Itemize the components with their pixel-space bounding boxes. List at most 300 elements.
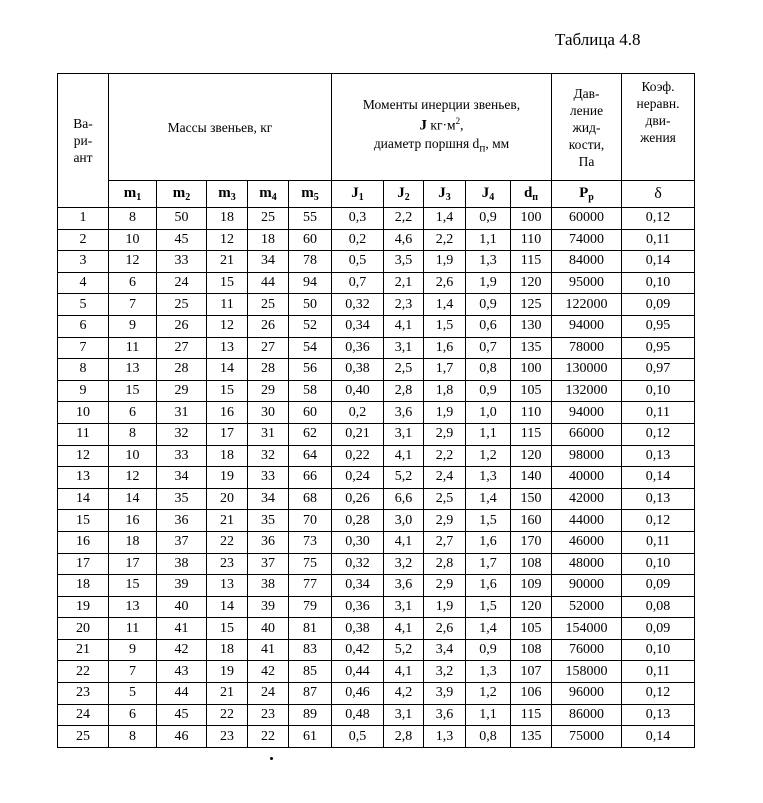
table-cell: 0,10 — [622, 553, 695, 575]
table-cell: 15 — [207, 272, 248, 294]
table-cell: 78 — [289, 251, 332, 273]
table-cell: 4,1 — [384, 531, 424, 553]
table-cell: 3,6 — [424, 704, 466, 726]
table-cell: 18 — [109, 531, 157, 553]
table-cell: 73 — [289, 531, 332, 553]
table-cell: 3,5 — [384, 251, 424, 273]
table-row — [58, 553, 695, 575]
table-cell: 0,12 — [622, 423, 695, 445]
table-cell: 70 — [289, 510, 332, 532]
table-cell: 10 — [58, 402, 109, 424]
table-cell: 0,38 — [332, 359, 384, 381]
table-cell: 8 — [58, 359, 109, 381]
table-cell: 23 — [207, 726, 248, 748]
table-cell: 60000 — [552, 208, 622, 230]
table-cell: 37 — [248, 553, 289, 575]
table-cell: 0,13 — [622, 488, 695, 510]
table-cell: 170 — [511, 531, 552, 553]
table-cell: 16 — [58, 531, 109, 553]
table-cell: 0,34 — [332, 315, 384, 337]
table-cell: 3,0 — [384, 510, 424, 532]
table-cell: 21 — [207, 683, 248, 705]
table-cell: 66000 — [552, 423, 622, 445]
table-cell: 2,9 — [424, 423, 466, 445]
table-cell: 6 — [58, 315, 109, 337]
table-cell: 5 — [58, 294, 109, 316]
table-cell: 0,28 — [332, 510, 384, 532]
table-cell: 0,09 — [622, 294, 695, 316]
table-cell: 0,24 — [332, 467, 384, 489]
table-cell: 1,9 — [466, 272, 511, 294]
table-cell: 39 — [248, 596, 289, 618]
table-cell: 41 — [248, 639, 289, 661]
table-cell: 25 — [248, 208, 289, 230]
table-cell: 154000 — [552, 618, 622, 640]
table-cell: 61 — [289, 726, 332, 748]
table-cell: 3,1 — [384, 704, 424, 726]
table-row — [58, 208, 695, 230]
table-cell: 7 — [109, 294, 157, 316]
table-cell: 2,7 — [424, 531, 466, 553]
table-cell: 19 — [58, 596, 109, 618]
table-cell: 3,1 — [384, 596, 424, 618]
table-cell: 110 — [511, 402, 552, 424]
table-cell: 42000 — [552, 488, 622, 510]
table-cell: 90000 — [552, 575, 622, 597]
table-cell: 1,0 — [466, 402, 511, 424]
table-cell: 158000 — [552, 661, 622, 683]
table-cell: 0,36 — [332, 596, 384, 618]
table-cell: 15 — [58, 510, 109, 532]
table-row — [58, 445, 695, 467]
table-cell: 132000 — [552, 380, 622, 402]
subheader-cell: $m_3$ — [207, 181, 248, 208]
table-cell: 1,4 — [424, 294, 466, 316]
table-cell: 22 — [248, 726, 289, 748]
table-cell: 2,8 — [384, 726, 424, 748]
table-cell: 81 — [289, 618, 332, 640]
table-cell: 3,6 — [384, 575, 424, 597]
table-cell: 6 — [109, 272, 157, 294]
table-cell: 26 — [157, 315, 207, 337]
table-cell: 46000 — [552, 531, 622, 553]
table-cell: 140 — [511, 467, 552, 489]
table-cell: 1,3 — [466, 251, 511, 273]
table-row — [58, 618, 695, 640]
table-cell: 0,7 — [332, 272, 384, 294]
table-cell: 15 — [109, 575, 157, 597]
table-cell: 37 — [157, 531, 207, 553]
table-cell: 0,8 — [466, 726, 511, 748]
table-cell: 1,9 — [424, 251, 466, 273]
table-cell: 0,9 — [466, 639, 511, 661]
table-cell: 122000 — [552, 294, 622, 316]
table-cell: 1,9 — [424, 596, 466, 618]
table-cell: 36 — [157, 510, 207, 532]
table-cell: 76000 — [552, 639, 622, 661]
table-cell: 1,1 — [466, 423, 511, 445]
table-cell: 18 — [207, 208, 248, 230]
table-cell: 100 — [511, 359, 552, 381]
table-cell: 120 — [511, 272, 552, 294]
table-cell: 160 — [511, 510, 552, 532]
table-cell: 75 — [289, 553, 332, 575]
table-cell: 12 — [109, 251, 157, 273]
table-cell: 0,08 — [622, 596, 695, 618]
table-cell: 1,8 — [424, 380, 466, 402]
table-cell: 108 — [511, 553, 552, 575]
table-cell: 18 — [207, 639, 248, 661]
table-cell: 0,95 — [622, 337, 695, 359]
table-cell: 0,5 — [332, 251, 384, 273]
table-cell: 2,5 — [424, 488, 466, 510]
table-row — [58, 510, 695, 532]
table-row — [58, 380, 695, 402]
table-cell: 84000 — [552, 251, 622, 273]
table-cell: 11 — [109, 618, 157, 640]
table-cell: 5,2 — [384, 467, 424, 489]
table-cell: 34 — [248, 251, 289, 273]
table-cell: 0,10 — [622, 380, 695, 402]
table-cell: 1,5 — [466, 510, 511, 532]
table-cell: 50 — [157, 208, 207, 230]
table-cell: 62 — [289, 423, 332, 445]
table-cell: 106 — [511, 683, 552, 705]
subheader-cell: $J_1$ — [332, 181, 384, 208]
table-cell: 3,1 — [384, 423, 424, 445]
header-masses: Массы звеньев, кг — [109, 74, 332, 181]
table-cell: 32 — [248, 445, 289, 467]
table-cell: 135 — [511, 726, 552, 748]
table-cell: 0,34 — [332, 575, 384, 597]
table-cell: 115 — [511, 251, 552, 273]
table-cell: 28 — [157, 359, 207, 381]
table-cell: 13 — [207, 575, 248, 597]
table-cell: 11 — [207, 294, 248, 316]
table-cell: 2,8 — [424, 553, 466, 575]
table-row — [58, 531, 695, 553]
table-cell: 1 — [58, 208, 109, 230]
table-cell: 28 — [248, 359, 289, 381]
table-cell: 0,95 — [622, 315, 695, 337]
table-cell: 4,1 — [384, 445, 424, 467]
table-cell: 3,4 — [424, 639, 466, 661]
table-cell: 27 — [248, 337, 289, 359]
table-cell: 21 — [207, 510, 248, 532]
table-cell: 23 — [58, 683, 109, 705]
table-cell: 33 — [157, 251, 207, 273]
table-cell: 2,1 — [384, 272, 424, 294]
table-cell: 0,12 — [622, 683, 695, 705]
table-cell: 0,10 — [622, 639, 695, 661]
table-cell: 79 — [289, 596, 332, 618]
table-cell: 14 — [109, 488, 157, 510]
table-cell: 20 — [207, 488, 248, 510]
table-cell: 60 — [289, 402, 332, 424]
table-cell: 2,2 — [424, 229, 466, 251]
table-cell: 1,7 — [424, 359, 466, 381]
subheader-cell: δ — [622, 181, 695, 208]
table-cell: 1,5 — [466, 596, 511, 618]
subheader-cell: $m_1$ — [109, 181, 157, 208]
table-cell: 17 — [58, 553, 109, 575]
table-cell: 44 — [248, 272, 289, 294]
table-cell: 0,44 — [332, 661, 384, 683]
table-cell: 44 — [157, 683, 207, 705]
table-cell: 8 — [109, 423, 157, 445]
table-cell: 94000 — [552, 402, 622, 424]
table-cell: 48000 — [552, 553, 622, 575]
table-cell: 3 — [58, 251, 109, 273]
table-cell: 18 — [207, 445, 248, 467]
table-row — [58, 272, 695, 294]
header-pressure: Дав- ление жид- кости, Па — [552, 74, 622, 181]
table-cell: 4,1 — [384, 618, 424, 640]
subheader-cell: $P_p$ — [552, 181, 622, 208]
table-cell: 21 — [207, 251, 248, 273]
table-cell: 40000 — [552, 467, 622, 489]
subheader-cell: $m_2$ — [157, 181, 207, 208]
table-cell: 0,22 — [332, 445, 384, 467]
table-cell: 8 — [109, 726, 157, 748]
table-row — [58, 359, 695, 381]
table-cell: 40 — [157, 596, 207, 618]
table-row — [58, 337, 695, 359]
table-row — [58, 229, 695, 251]
table-cell: 1,7 — [466, 553, 511, 575]
table-caption: Таблица 4.8 — [555, 30, 641, 49]
table-cell: 19 — [207, 661, 248, 683]
table-cell: 25 — [248, 294, 289, 316]
table-cell: 0,12 — [622, 208, 695, 230]
table-cell: 4 — [58, 272, 109, 294]
table-cell: 17 — [109, 553, 157, 575]
subheader-cell: $J_4$ — [466, 181, 511, 208]
table-cell: 45 — [157, 229, 207, 251]
table-row — [58, 467, 695, 489]
table-cell: 25 — [58, 726, 109, 748]
subheader-cell: $d_п$ — [511, 181, 552, 208]
table-cell: 50 — [289, 294, 332, 316]
table-cell: 18 — [248, 229, 289, 251]
table-row — [58, 294, 695, 316]
table-cell: 0,32 — [332, 294, 384, 316]
table-cell: 1,5 — [424, 315, 466, 337]
table-cell: 130000 — [552, 359, 622, 381]
table-cell: 5 — [109, 683, 157, 705]
table-cell: 0,12 — [622, 510, 695, 532]
table-cell: 13 — [207, 337, 248, 359]
table-cell: 0,5 — [332, 726, 384, 748]
table-cell: 0,9 — [466, 208, 511, 230]
table-cell: 15 — [109, 380, 157, 402]
table-cell: 13 — [109, 596, 157, 618]
table-cell: 7 — [109, 661, 157, 683]
table-cell: 2,9 — [424, 575, 466, 597]
table-cell: 42 — [157, 639, 207, 661]
table-cell: 4,1 — [384, 315, 424, 337]
table-cell: 10 — [109, 229, 157, 251]
table-cell: 66 — [289, 467, 332, 489]
table-cell: 17 — [207, 423, 248, 445]
table-cell: 3,1 — [384, 337, 424, 359]
table-cell: 22 — [207, 704, 248, 726]
table-cell: 24 — [58, 704, 109, 726]
table-cell: 89 — [289, 704, 332, 726]
table-cell: 1,1 — [466, 229, 511, 251]
table-cell: 2 — [58, 229, 109, 251]
table-cell: 4,2 — [384, 683, 424, 705]
table-cell: 105 — [511, 618, 552, 640]
table-cell: 12 — [58, 445, 109, 467]
table-cell: 40 — [248, 618, 289, 640]
table-cell: 0,14 — [622, 251, 695, 273]
table-cell: 0,48 — [332, 704, 384, 726]
table-cell: 0,8 — [466, 359, 511, 381]
table-cell: 2,3 — [384, 294, 424, 316]
table-cell: 1,2 — [466, 445, 511, 467]
table-cell: 0,3 — [332, 208, 384, 230]
data-table — [57, 73, 695, 748]
table-cell: 94 — [289, 272, 332, 294]
table-cell: 13 — [109, 359, 157, 381]
table-cell: 0,09 — [622, 575, 695, 597]
table-cell: 56 — [289, 359, 332, 381]
table-row — [58, 639, 695, 661]
table-cell: 31 — [157, 402, 207, 424]
table-cell: 10 — [109, 445, 157, 467]
table-cell: 15 — [207, 618, 248, 640]
table-cell: 0,42 — [332, 639, 384, 661]
table-cell: 23 — [207, 553, 248, 575]
table-cell: 0,13 — [622, 704, 695, 726]
table-cell: 9 — [58, 380, 109, 402]
table-cell: 32 — [157, 423, 207, 445]
table-cell: 85 — [289, 661, 332, 683]
table-cell: 26 — [248, 315, 289, 337]
table-cell: 16 — [207, 402, 248, 424]
table-cell: 19 — [207, 467, 248, 489]
table-cell: 4,6 — [384, 229, 424, 251]
table-row — [58, 402, 695, 424]
table-row — [58, 596, 695, 618]
table-cell: 18 — [58, 575, 109, 597]
table-cell: 0,46 — [332, 683, 384, 705]
table-cell: 3,9 — [424, 683, 466, 705]
table-cell: 1,6 — [466, 531, 511, 553]
table-cell: 98000 — [552, 445, 622, 467]
table-cell: 0,40 — [332, 380, 384, 402]
table-cell: 0,2 — [332, 402, 384, 424]
table-cell: 44000 — [552, 510, 622, 532]
table-cell: 55 — [289, 208, 332, 230]
table-cell: 9 — [109, 315, 157, 337]
table-cell: 68 — [289, 488, 332, 510]
table-cell: 1,6 — [466, 575, 511, 597]
table-row — [58, 251, 695, 273]
table-cell: 12 — [207, 315, 248, 337]
table-body — [58, 208, 695, 748]
table-row — [58, 704, 695, 726]
table-row — [58, 661, 695, 683]
subheader-cell: $J_2$ — [384, 181, 424, 208]
table-cell: 3,2 — [424, 661, 466, 683]
table-cell: 115 — [511, 704, 552, 726]
table-cell: 0,36 — [332, 337, 384, 359]
table-cell: 3,6 — [384, 402, 424, 424]
table-cell: 1,3 — [466, 661, 511, 683]
table-cell: 6 — [109, 704, 157, 726]
table-cell: 16 — [109, 510, 157, 532]
table-cell: 0,13 — [622, 445, 695, 467]
table-row — [58, 683, 695, 705]
table-cell: 1,3 — [466, 467, 511, 489]
table-cell: 150 — [511, 488, 552, 510]
table-cell: 0,09 — [622, 618, 695, 640]
subheader-row — [58, 181, 695, 208]
table-cell: 42 — [248, 661, 289, 683]
table-cell: 108 — [511, 639, 552, 661]
table-cell: 54 — [289, 337, 332, 359]
table-cell: 0,9 — [466, 294, 511, 316]
table-row — [58, 488, 695, 510]
table-cell: 7 — [58, 337, 109, 359]
table-cell: 83 — [289, 639, 332, 661]
table-cell: 110 — [511, 229, 552, 251]
table-cell: 0,97 — [622, 359, 695, 381]
header-moments: Моменты инерции звеньев, J $кг\cdot м^2$, диаметр поршня $d_п$, мм — [332, 74, 552, 181]
table-cell: 86000 — [552, 704, 622, 726]
header-coefficient: Коэф. неравн. дви- жения — [622, 74, 695, 181]
subheader-cell: $m_5$ — [289, 181, 332, 208]
table-cell: 1,2 — [466, 683, 511, 705]
table-cell: 1,1 — [466, 704, 511, 726]
table-cell: 0,9 — [466, 380, 511, 402]
table-cell: 45 — [157, 704, 207, 726]
table-cell: 14 — [58, 488, 109, 510]
table-cell: 64 — [289, 445, 332, 467]
table-cell: 52000 — [552, 596, 622, 618]
table-cell: 24 — [157, 272, 207, 294]
table-cell: 6 — [109, 402, 157, 424]
table-cell: 0,14 — [622, 726, 695, 748]
table-row — [58, 423, 695, 445]
subheader-cell: $m_4$ — [248, 181, 289, 208]
table-cell: 36 — [248, 531, 289, 553]
table-cell: 58 — [289, 380, 332, 402]
table-cell: 1,3 — [424, 726, 466, 748]
table-cell: 35 — [157, 488, 207, 510]
table-cell: 34 — [157, 467, 207, 489]
table-cell: 4,1 — [384, 661, 424, 683]
table-cell: 2,9 — [424, 510, 466, 532]
table-cell: 2,4 — [424, 467, 466, 489]
table-cell: 0,21 — [332, 423, 384, 445]
table-cell: 0,7 — [466, 337, 511, 359]
table-cell: 0,2 — [332, 229, 384, 251]
table-cell: 96000 — [552, 683, 622, 705]
table-cell: 130 — [511, 315, 552, 337]
table-cell: 38 — [248, 575, 289, 597]
table-cell: 9 — [109, 639, 157, 661]
table-cell: 0,32 — [332, 553, 384, 575]
table-row — [58, 575, 695, 597]
table-cell: 15 — [207, 380, 248, 402]
table-cell: 105 — [511, 380, 552, 402]
table-row — [58, 315, 695, 337]
table-cell: 75000 — [552, 726, 622, 748]
table-cell: 74000 — [552, 229, 622, 251]
